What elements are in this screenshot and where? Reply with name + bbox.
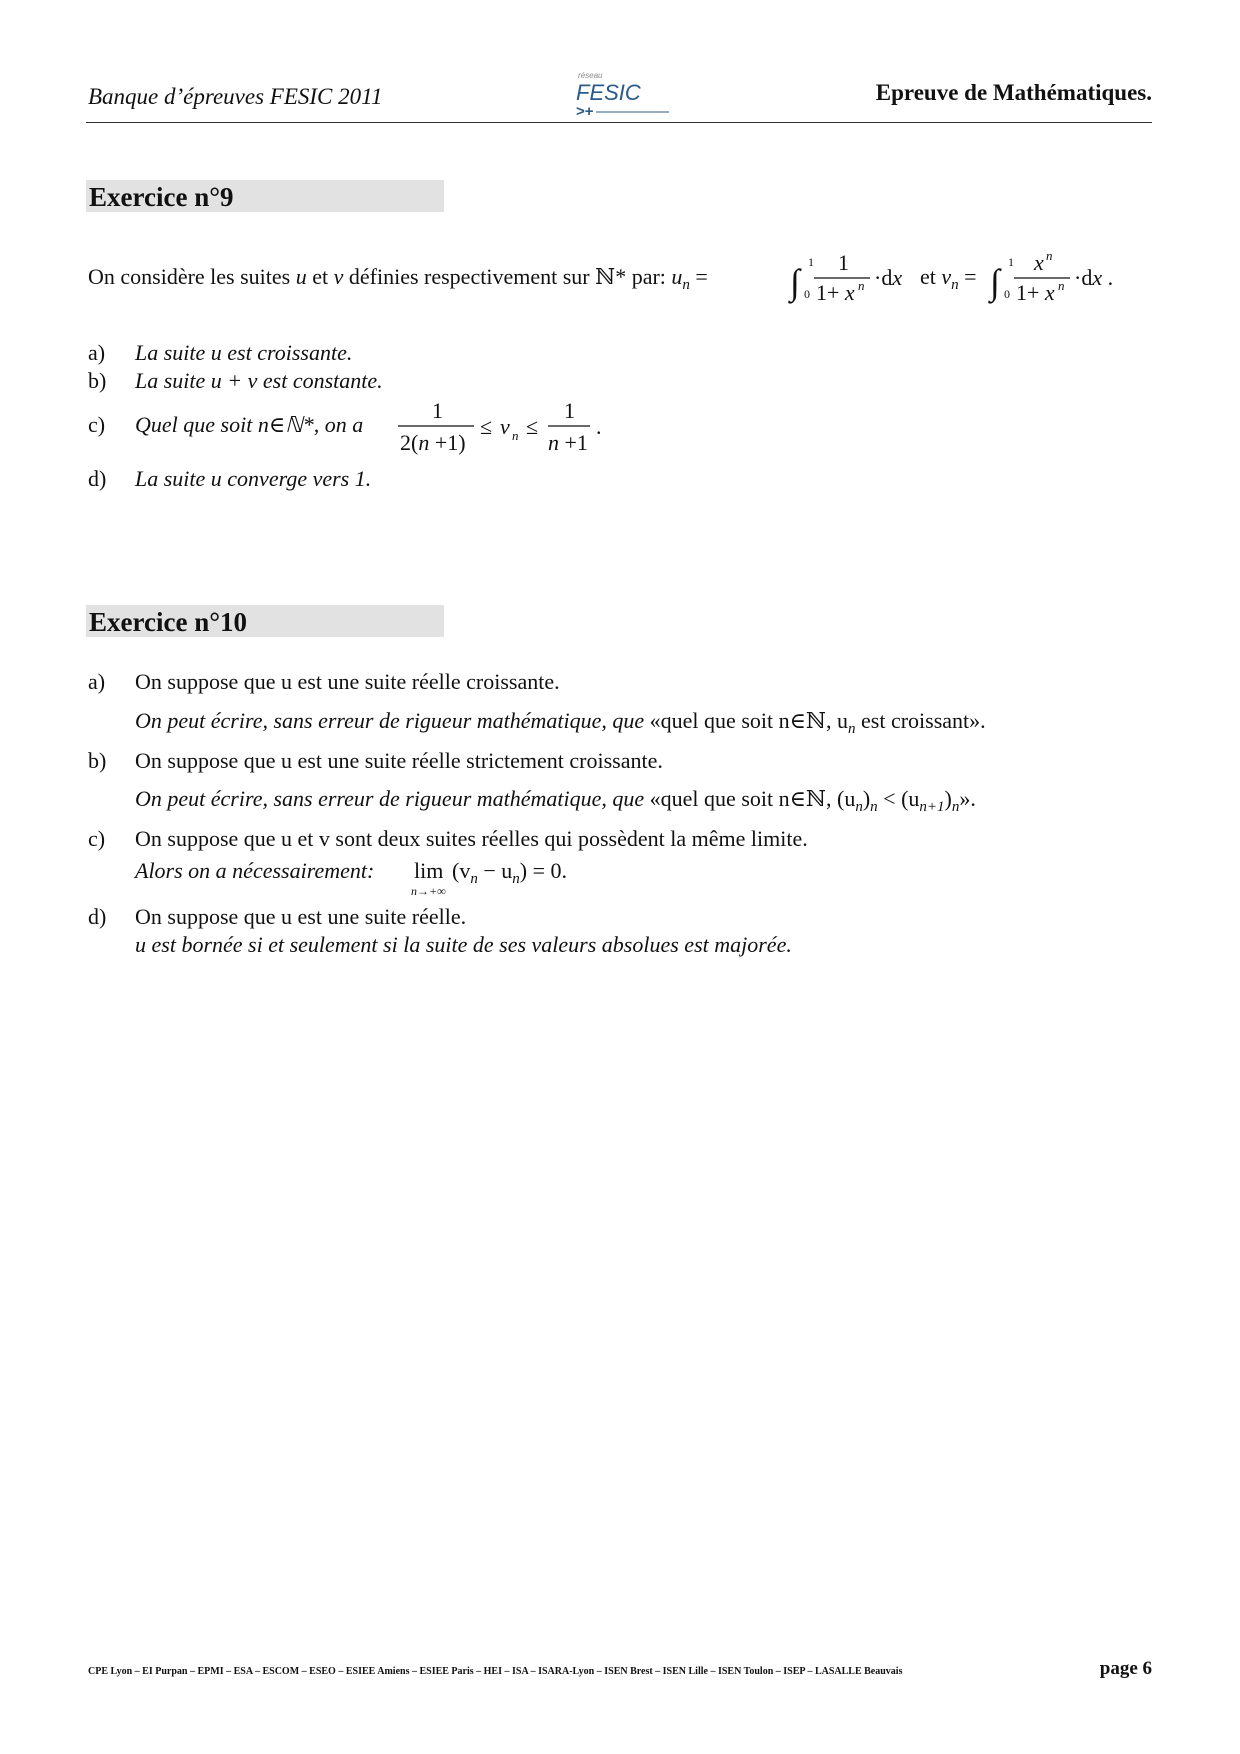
claim-intro: On peut écrire, sans erreur de rigueur mathématique, que xyxy=(135,786,650,811)
limit-subscript: n→+∞ xyxy=(411,884,446,898)
claim-text: «quel que soit n∈ℕ, (u xyxy=(649,786,856,811)
upper-bound: 1 xyxy=(1008,255,1014,269)
limit-body xyxy=(452,858,567,888)
subject-title: Epreuve de Mathématiques. xyxy=(875,80,1152,105)
claim-text: ». xyxy=(959,786,976,811)
limit-expression xyxy=(414,858,443,884)
numerator: 1 xyxy=(838,250,849,275)
exercise-9-title: Exercice n°9 xyxy=(89,182,234,212)
exercise-10-title: Exercice n°10 xyxy=(89,607,248,637)
vn-subscript: n xyxy=(512,428,519,443)
le-sign: ≤ xyxy=(526,414,539,439)
left-denominator: 2(n +1) xyxy=(400,430,466,455)
inequality-formula xyxy=(396,396,616,462)
item-label: b) xyxy=(88,748,107,773)
intro-text: On considère les suites xyxy=(88,264,296,289)
subscript: n xyxy=(848,721,856,737)
item-label: b) xyxy=(88,368,107,393)
item-label: a) xyxy=(88,340,106,365)
integral-sign: ∫ xyxy=(790,262,800,302)
ex10-b-premise: On suppose que u est une suite réelle strictement croissante. xyxy=(135,748,663,773)
item-label: c) xyxy=(88,826,106,851)
claim-text: ) xyxy=(944,786,952,811)
expr-text: ) = 0. xyxy=(519,858,567,883)
claim-intro: On peut écrire, sans erreur de rigueur mathématique, que xyxy=(135,708,650,733)
denominator: 1+ x xyxy=(1016,280,1055,305)
numerator-exponent: n xyxy=(1046,248,1053,263)
intro-text: et xyxy=(306,264,334,289)
numerator: x xyxy=(1034,250,1044,275)
subscript: n xyxy=(512,871,520,887)
left-numerator: 1 xyxy=(432,398,443,423)
ex10-a-claim xyxy=(135,708,986,738)
subscript: n xyxy=(951,799,960,815)
exponent: n xyxy=(1058,278,1065,293)
lower-bound: 0 xyxy=(804,287,810,301)
le-sign: ≤ xyxy=(480,414,493,439)
item-label: c) xyxy=(88,412,106,437)
header-title: Banque d’épreuves FESIC 2011 xyxy=(88,84,383,109)
item-label: d) xyxy=(88,904,107,929)
statement-c: Quel que soit n∈ℕ*, on a xyxy=(135,412,364,437)
equals-sign: = xyxy=(689,264,708,289)
logo-main-text: FESIC xyxy=(576,80,641,105)
var-un: u xyxy=(671,264,683,289)
footer-schools: CPE Lyon – EI Purpan – EPMI – ESA – ESCOM – ESEO – ESIEE Amiens – ESIEE Paris – HEI – ISA – ISARA-Lyon – ISEN Brest – ISEN Lille – ISEN Toulon – ISEP – LASALLE Beauvais xyxy=(88,1666,903,1677)
ex10-a-premise: On suppose que u est une suite réelle croissante. xyxy=(135,669,560,694)
logo-top-text: réseau xyxy=(578,71,603,80)
upper-bound: 1 xyxy=(808,255,814,269)
connector-et: et $v_n$ = xyxy=(920,264,977,293)
subscript-n: n xyxy=(682,277,690,293)
lim-word: lim xyxy=(414,858,444,883)
lower-bound: 0 xyxy=(1004,287,1010,301)
fesic-logo xyxy=(574,68,674,120)
expr-text: (v xyxy=(452,858,471,883)
var-v: v xyxy=(333,264,344,289)
subscript: n xyxy=(870,799,878,815)
claim-text: < (u xyxy=(877,786,920,811)
claim-text: ) xyxy=(862,786,871,811)
integral-sign: ∫ xyxy=(990,262,1000,302)
period: . xyxy=(596,414,602,439)
claim-text: est croissant». xyxy=(855,708,986,733)
var-u: u xyxy=(295,264,307,289)
differential: ·dx xyxy=(874,265,903,290)
subscript: n xyxy=(855,799,863,815)
exponent: n xyxy=(858,278,865,293)
ex10-d-claim: u est bornée si et seulement si la suite de ses valeurs absolues est majorée. xyxy=(135,932,792,957)
vn-integral-formula xyxy=(990,250,1120,316)
un-integral-formula xyxy=(790,250,920,316)
differential: ·dx . xyxy=(1074,265,1114,290)
expr-text: − u xyxy=(477,858,513,883)
ex10-c-claim: Alors on a nécessairement: xyxy=(135,858,375,883)
ex10-c-premise: On suppose que u et v sont deux suites réelles qui possèdent la même limite. xyxy=(135,826,808,851)
ex10-b-claim xyxy=(135,786,976,816)
exercise-9-intro xyxy=(88,264,708,294)
right-denominator: n +1 xyxy=(548,430,588,455)
item-label: d) xyxy=(88,466,107,491)
statement-a: La suite u est croissante. xyxy=(135,340,353,365)
intro-text: définies respectivement sur ℕ* par: xyxy=(343,264,672,289)
statement-d: La suite u converge vers 1. xyxy=(135,466,372,491)
item-label: a) xyxy=(88,669,106,694)
right-numerator: 1 xyxy=(564,398,575,423)
statement-b: La suite u + v est constante. xyxy=(135,368,383,393)
subscript: n xyxy=(470,871,478,887)
subscript: n+1 xyxy=(919,799,945,815)
header-divider xyxy=(86,122,1152,123)
page-number: page 6 xyxy=(1099,1658,1152,1679)
claim-text: «quel que soit n∈ℕ, u xyxy=(649,708,848,733)
denominator: 1+ x xyxy=(816,280,855,305)
logo-symbol: >+ xyxy=(576,103,594,120)
ex10-d-premise: On suppose que u est une suite réelle. xyxy=(135,904,467,929)
vn-symbol: v xyxy=(500,414,510,439)
